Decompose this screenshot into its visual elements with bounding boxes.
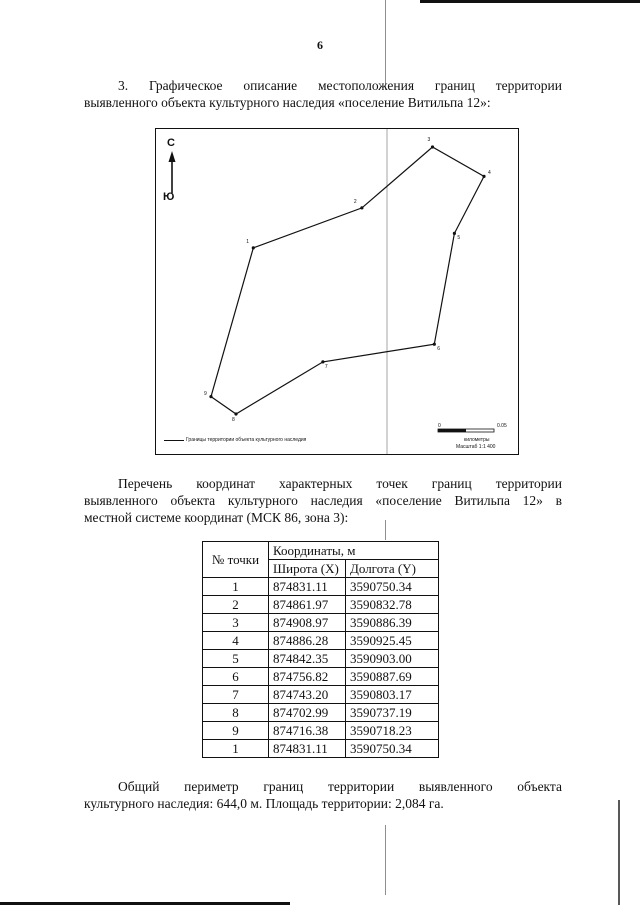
cell-point: 4	[203, 632, 269, 650]
cell-point: 1	[203, 578, 269, 596]
coordinates-intro-line: местной системе координат (МСК 86, зона 3):	[84, 510, 349, 525]
cell-y: 3590925.45	[346, 632, 439, 650]
scan-top-bar	[420, 0, 640, 3]
boundary-point-marker	[453, 232, 456, 235]
scale-ratio-label: Масштаб 1:1 400	[456, 444, 496, 450]
boundary-point-label: 1	[246, 238, 250, 245]
cell-x: 874702.99	[269, 704, 346, 722]
coordinates-intro-line: Перечень координат характерных точек границ территории	[118, 476, 562, 491]
cell-x: 874842.35	[269, 650, 346, 668]
coordinates-intro	[84, 475, 562, 526]
section-heading-line: 3. Графическое описание местоположения границ территории	[118, 78, 562, 93]
cell-y: 3590803.17	[346, 686, 439, 704]
coordinates-table	[202, 541, 439, 758]
cell-x: 874716.38	[269, 722, 346, 740]
coordinates-intro-line: выявленного объекта культурного наследия «поселение Витильпа 12» в	[84, 493, 562, 508]
boundary-point-label: 4	[488, 170, 491, 177]
scale-bar-segment	[438, 429, 466, 432]
summary-line: Общий периметр границ территории выявленного объекта	[118, 779, 562, 794]
table-row	[203, 632, 439, 650]
cell-point: 1	[203, 740, 269, 758]
boundary-point-label: 2	[353, 198, 357, 205]
table-row	[203, 686, 439, 704]
boundary-point-label: 8	[232, 417, 235, 423]
cell-x: 874831.11	[269, 740, 346, 758]
territory-boundary	[211, 147, 484, 414]
column-header-y: Долгота (Y)	[346, 560, 439, 578]
north-label: С	[167, 137, 175, 149]
table-row	[203, 668, 439, 686]
scale-unit-label: километры	[464, 437, 490, 443]
cell-x: 874908.97	[269, 614, 346, 632]
page-number: 6	[317, 38, 323, 52]
table-row	[203, 614, 439, 632]
cell-x: 874861.97	[269, 596, 346, 614]
table-row	[203, 740, 439, 758]
scan-fold-line	[385, 825, 386, 895]
scale-max-label: 0.05	[497, 423, 507, 429]
boundary-point-marker	[482, 175, 485, 178]
boundary-point-label: 3	[427, 137, 431, 143]
cell-point: 6	[203, 668, 269, 686]
cell-y: 3590718.23	[346, 722, 439, 740]
scan-right-edge	[618, 800, 620, 905]
boundary-point-label: 6	[437, 346, 441, 353]
table-row	[203, 722, 439, 740]
north-arrow-icon	[169, 151, 176, 162]
cell-point: 8	[203, 704, 269, 722]
cell-y: 3590903.00	[346, 650, 439, 668]
table-row	[203, 596, 439, 614]
boundary-map	[155, 128, 519, 455]
cell-y: 3590750.34	[346, 578, 439, 596]
cell-x: 874831.11	[269, 578, 346, 596]
boundary-point-label: 7	[324, 363, 328, 370]
cell-point: 7	[203, 686, 269, 704]
boundary-point-marker	[360, 206, 363, 209]
column-header-coordinates: Координаты, м	[269, 542, 439, 560]
table-row	[203, 578, 439, 596]
south-label: Ю	[163, 191, 175, 203]
boundary-point-marker	[433, 343, 436, 346]
legend-line-swatch	[164, 440, 184, 441]
boundary-point-marker	[234, 412, 237, 415]
column-header-x: Широта (X)	[269, 560, 346, 578]
cell-y: 3590886.39	[346, 614, 439, 632]
cell-x: 874756.82	[269, 668, 346, 686]
table-row	[203, 650, 439, 668]
boundary-point-label: 5	[457, 235, 461, 242]
section-heading	[84, 77, 562, 111]
boundary-map-canvas	[156, 129, 518, 454]
boundary-point-label: 9	[204, 390, 207, 397]
section-heading-line: выявленного объекта культурного наследия «поселение Витильпа 12»:	[84, 95, 491, 110]
boundary-point-marker	[252, 246, 255, 249]
cell-y: 3590832.78	[346, 596, 439, 614]
cell-x: 874743.20	[269, 686, 346, 704]
cell-y: 3590887.69	[346, 668, 439, 686]
cell-point: 5	[203, 650, 269, 668]
cell-y: 3590737.19	[346, 704, 439, 722]
column-header-point: № точки	[203, 542, 269, 578]
table-header-row	[203, 542, 439, 560]
cell-x: 874886.28	[269, 632, 346, 650]
cell-y: 3590750.34	[346, 740, 439, 758]
summary	[84, 778, 562, 812]
cell-point: 3	[203, 614, 269, 632]
legend-label: Границы территории объекта культурного наследия	[186, 437, 307, 443]
boundary-points	[209, 145, 485, 415]
table-row	[203, 704, 439, 722]
cell-point: 2	[203, 596, 269, 614]
boundary-point-marker	[431, 145, 434, 148]
cell-point: 9	[203, 722, 269, 740]
boundary-point-marker	[209, 395, 212, 398]
scale-zero-label: 0	[438, 423, 441, 429]
summary-line: культурного наследия: 644,0 м. Площадь территории: 2,084 га.	[84, 796, 444, 811]
